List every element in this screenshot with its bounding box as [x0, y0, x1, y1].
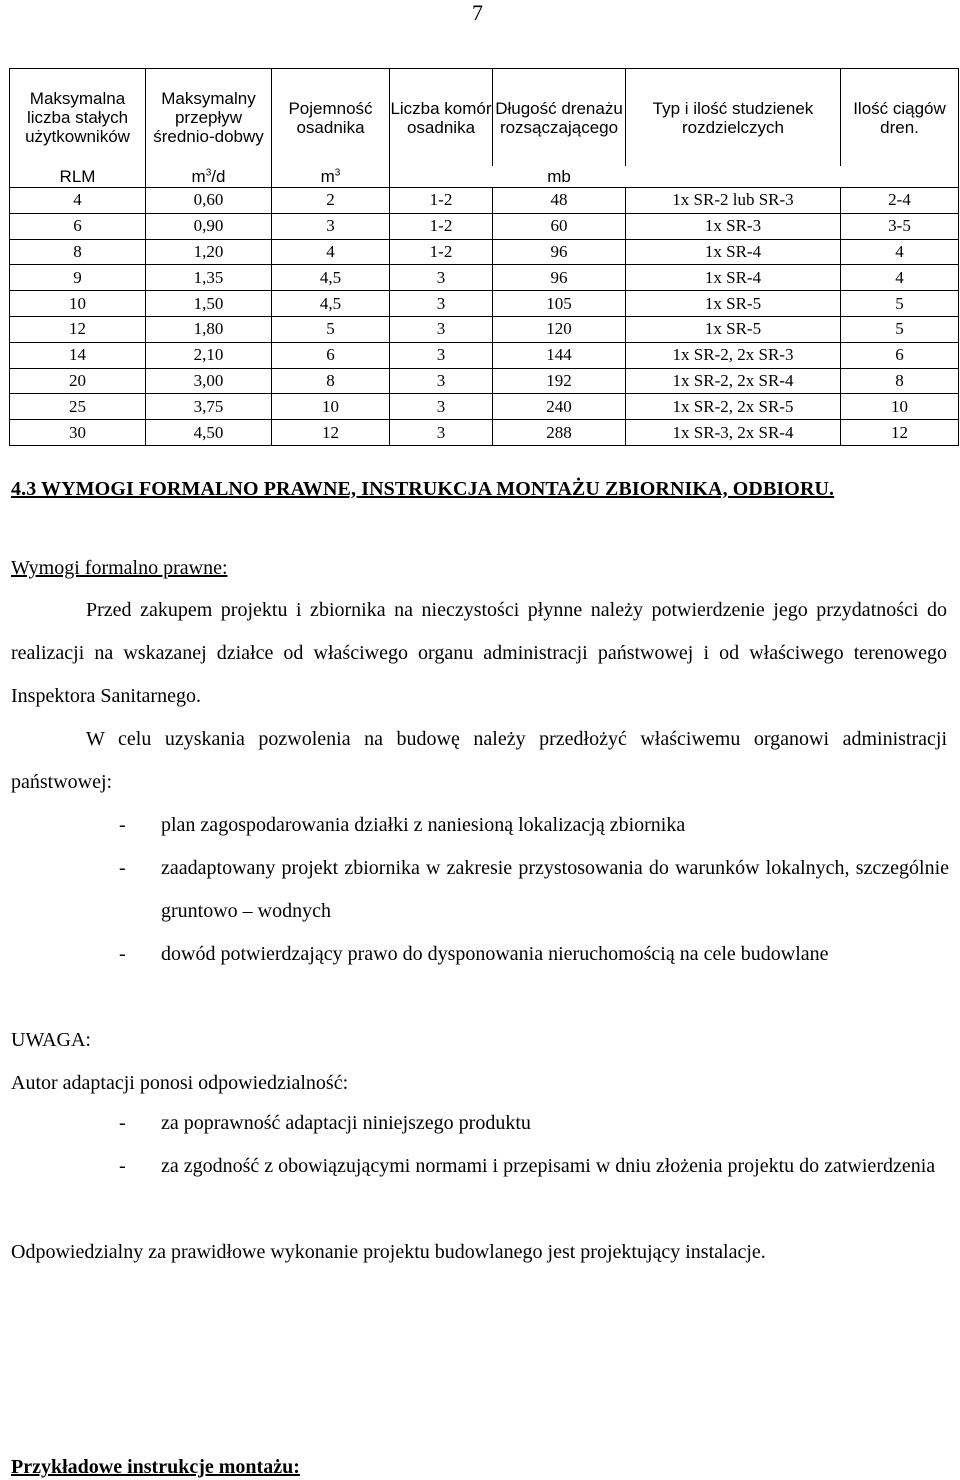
- table-cell: 8: [272, 368, 390, 394]
- table-cell: 4: [272, 239, 390, 265]
- table-cell: 1x SR-5: [626, 316, 841, 342]
- table-cell: 5: [841, 291, 959, 317]
- table-row: [10, 342, 959, 368]
- list-item: - dowód potwierdzający prawo do dysponowania nieruchomością na cele budowlane: [119, 943, 829, 965]
- table-cell: 4: [841, 265, 959, 291]
- header-tank-volume: Pojemność osadnika: [272, 69, 390, 167]
- unit-volume: $m^3$: [272, 166, 390, 188]
- table-cell: 288: [493, 420, 626, 446]
- table-cell: 4: [10, 188, 146, 214]
- table-cell: 2-4: [841, 188, 959, 214]
- table-cell: 3: [390, 316, 493, 342]
- unit-wells: [626, 166, 841, 188]
- table-cell: 48: [493, 188, 626, 214]
- table-cell: 6: [841, 342, 959, 368]
- page-number: 7: [472, 0, 483, 25]
- header-drain-lines: Ilość ciągów dren.: [841, 69, 959, 167]
- table-cell: 4,50: [146, 420, 272, 446]
- table-cell: 25: [10, 394, 146, 420]
- author-responsibility-list: [119, 1102, 949, 1188]
- unit-length: mb: [493, 166, 626, 188]
- table-cell: 1x SR-2, 2x SR-4: [626, 368, 841, 394]
- table-row: [10, 394, 959, 420]
- table-row: [10, 316, 959, 342]
- unit-lines: [841, 166, 959, 188]
- header-drain-length: Długość drenażu rozsączającego: [493, 69, 626, 167]
- header-chamber-count: Liczba komór osadnika: [390, 69, 493, 167]
- header-distribution-wells: Typ i ilość studzienek rozdzielczych: [626, 69, 841, 167]
- table-cell: 12: [10, 316, 146, 342]
- table-row: [10, 188, 959, 214]
- table-cell: 6: [10, 213, 146, 239]
- table-row: [10, 239, 959, 265]
- table-cell: 4,5: [272, 265, 390, 291]
- table-cell: 105: [493, 291, 626, 317]
- table-row: [10, 265, 959, 291]
- unit-users: RLM: [10, 166, 146, 188]
- table-cell: 3: [390, 265, 493, 291]
- table-cell: 1-2: [390, 239, 493, 265]
- table-cell: 12: [841, 420, 959, 446]
- table-cell: 96: [493, 265, 626, 291]
- table-cell: 3: [390, 291, 493, 317]
- table-cell: 1x SR-3: [626, 213, 841, 239]
- table-cell: 3: [390, 420, 493, 446]
- table-cell: 1,35: [146, 265, 272, 291]
- table-cell: 1,50: [146, 291, 272, 317]
- table-cell: 12: [272, 420, 390, 446]
- table-cell: 0,90: [146, 213, 272, 239]
- author-responsibility-line: Autor adaptacji ponosi odpowiedzialność:: [11, 1072, 349, 1094]
- table-cell: 10: [841, 394, 959, 420]
- table-cell: 1x SR-4: [626, 239, 841, 265]
- table-cell: 144: [493, 342, 626, 368]
- table-cell: 3: [390, 342, 493, 368]
- table-cell: 1x SR-2, 2x SR-5: [626, 394, 841, 420]
- list-item: - plan zagospodarowania działki z naniesioną lokalizacją zbiornika: [119, 814, 686, 836]
- table-cell: 3-5: [841, 213, 959, 239]
- table-cell: 4: [841, 239, 959, 265]
- table-row: [10, 213, 959, 239]
- table-cell: 1x SR-2 lub SR-3: [626, 188, 841, 214]
- table-cell: 1x SR-5: [626, 291, 841, 317]
- table-cell: 3: [390, 394, 493, 420]
- unit-flow: $m^3/d$: [146, 166, 272, 188]
- legal-requirements-subheading: Wymogi formalno prawne:: [11, 557, 228, 579]
- table-cell: 240: [493, 394, 626, 420]
- table-cell: 10: [272, 394, 390, 420]
- header-max-users: Maksymalna liczba stałych użytkowników: [10, 69, 146, 167]
- table-cell: 1-2: [390, 213, 493, 239]
- table-cell: 6: [272, 342, 390, 368]
- table-cell: 5: [272, 316, 390, 342]
- list-item: - za zgodność z obowiązującymi normami i przepisami w dniu złożenia projektu do zatwierdzenia: [119, 1155, 936, 1177]
- table-cell: 96: [493, 239, 626, 265]
- table-cell: 20: [10, 368, 146, 394]
- table-cell: 120: [493, 316, 626, 342]
- table-cell: 8: [841, 368, 959, 394]
- paragraph-permit: W celu uzyskania pozwolenia na budowę należy przedłożyć właściwemu organowi administracji państwowej:: [11, 728, 947, 793]
- table-cell: 9: [10, 265, 146, 291]
- table-cell: 3: [272, 213, 390, 239]
- designer-responsibility-line: Odpowiedzialny za prawidłowe wykonanie projektu budowlanego jest projektujący instalacje.: [11, 1241, 766, 1263]
- table-cell: 2: [272, 188, 390, 214]
- table-cell: 1,80: [146, 316, 272, 342]
- list-item: - za poprawność adaptacji niniejszego produktu: [119, 1112, 531, 1134]
- table-units-row: [10, 166, 959, 188]
- table-row: [10, 420, 959, 446]
- table-row: [10, 291, 959, 317]
- list-item: - zaadaptowany projekt zbiornika w zakresie przystosowania do warunków lokalnych, szczególnie gruntowo – wodnych: [119, 857, 949, 922]
- table-cell: 2,10: [146, 342, 272, 368]
- table-cell: 1x SR-2, 2x SR-3: [626, 342, 841, 368]
- table-cell: 1x SR-4: [626, 265, 841, 291]
- section-heading: 4.3 WYMOGI FORMALNO PRAWNE, INSTRUKCJA MONTAŻU ZBIORNIKA, ODBIORU.: [11, 478, 835, 500]
- table-cell: 60: [493, 213, 626, 239]
- table-cell: 10: [10, 291, 146, 317]
- table-cell: 3: [390, 368, 493, 394]
- table-cell: 0,60: [146, 188, 272, 214]
- table-cell: 3,75: [146, 394, 272, 420]
- table-cell: 8: [10, 239, 146, 265]
- table-cell: 1-2: [390, 188, 493, 214]
- table-cell: 4,5: [272, 291, 390, 317]
- paragraph-purchase: Przed zakupem projektu i zbiornika na nieczystości płynne należy potwierdzenie jego przydatności do realizacji na wskazanej działce od właściwego organu administracji państwowej i od właściwego terenowego Inspektora Sanitarnego.: [11, 599, 947, 707]
- table-cell: 14: [10, 342, 146, 368]
- table-cell: 1,20: [146, 239, 272, 265]
- header-max-flow: Maksymalny przepływ średnio-dobwy: [146, 69, 272, 167]
- table-cell: 192: [493, 368, 626, 394]
- table-cell: 3,00: [146, 368, 272, 394]
- table-cell: 30: [10, 420, 146, 446]
- note-label: UWAGA:: [11, 1029, 91, 1051]
- table-cell: 1x SR-3, 2x SR-4: [626, 420, 841, 446]
- table-row: [10, 368, 959, 394]
- permit-documents-list: [119, 804, 949, 976]
- installation-examples-heading: Przykładowe instrukcje montażu:: [11, 1456, 300, 1478]
- table-cell: 5: [841, 316, 959, 342]
- table-body: [10, 188, 959, 446]
- septic-tank-spec-table: [9, 68, 959, 446]
- unit-chambers: [390, 166, 493, 188]
- table-header-row: [10, 69, 959, 167]
